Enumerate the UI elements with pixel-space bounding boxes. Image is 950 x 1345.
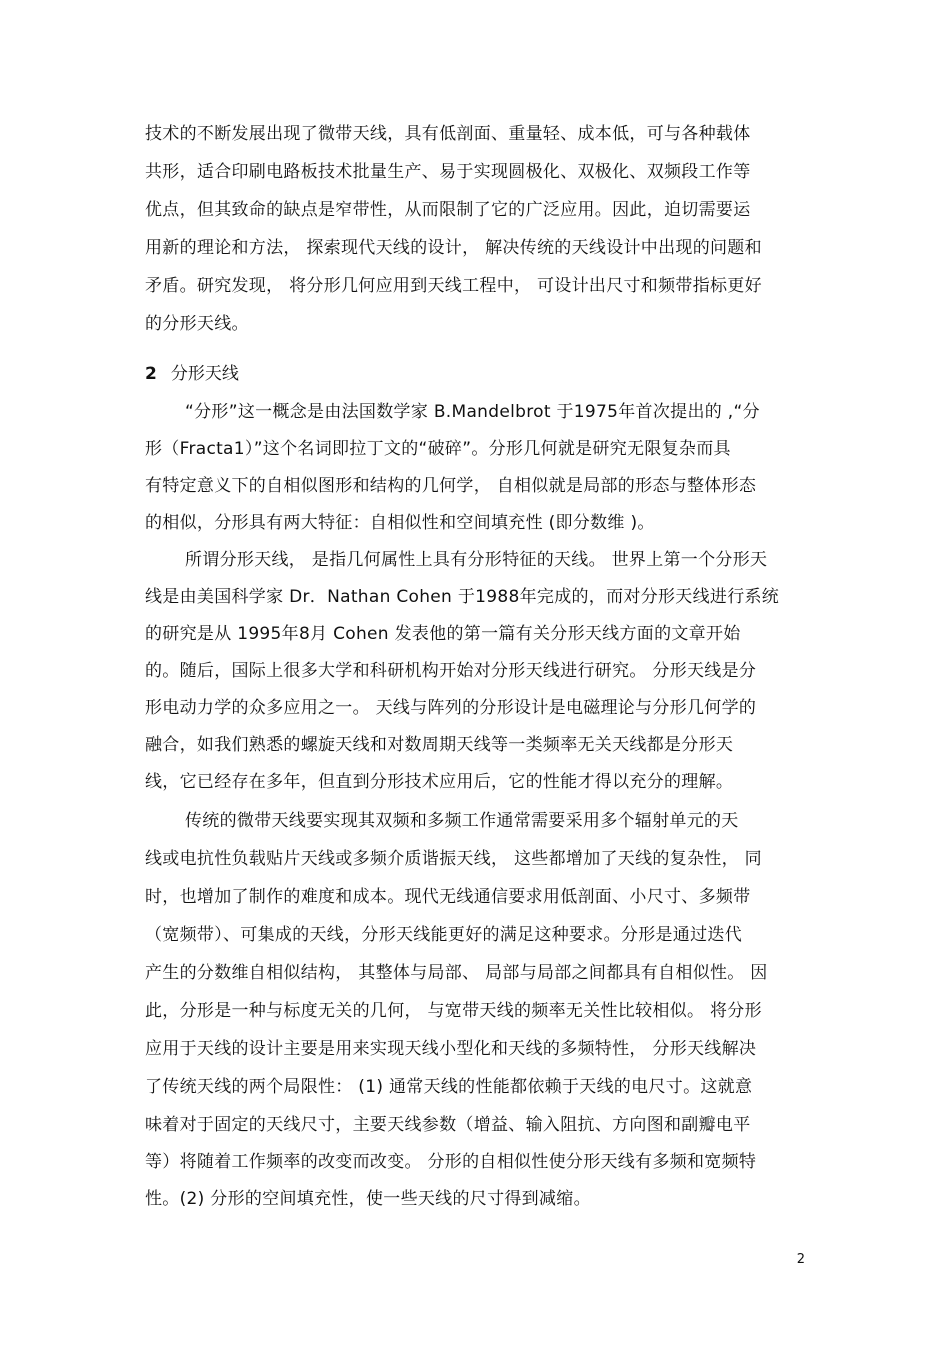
text-line: 融合，如我们熟悉的螺旋天线和对数周期天线等一类频率无关天线都是分形天 xyxy=(145,735,734,755)
text-line: 味着对于固定的天线尺寸，主要天线参数（增益、输入阻抗、方向图和副瓣电平 xyxy=(145,1115,751,1135)
section-number: 2 xyxy=(145,364,157,384)
text-line: 矛盾。研究发现， 将分形几何应用到天线工程中， 可设计出尺寸和频带指标更好 xyxy=(145,276,762,296)
text-line: 此，分形是一种与标度无关的几何， 与宽带天线的频率无关性比较相似。 将分形 xyxy=(145,1001,762,1021)
page-number: 2 xyxy=(796,1252,805,1267)
text-line: 时，也增加了制作的难度和成本。现代无线通信要求用低剖面、小尺寸、多频带 xyxy=(145,887,751,907)
text-line: 形（Fracta1）”这个名词即拉丁文的“破碎”。分形几何就是研究无限复杂而具 xyxy=(145,439,731,459)
text-line: 应用于天线的设计主要是用来实现天线小型化和天线的多频特性， 分形天线解决 xyxy=(145,1039,757,1059)
text-line: 的研究是从 1995年8月 Cohen 发表他的第一篇有关分形天线方面的文章开始 xyxy=(145,624,741,644)
text-line: 传统的微带天线要实现其双频和多频工作通常需要采用多个辐射单元的天 xyxy=(185,811,739,831)
text-line: 共形，适合印刷电路板技术批量生产、易于实现圆极化、双极化、双频段工作等 xyxy=(145,162,751,182)
text-line: 线或电抗性负载贴片天线或多频介质谐振天线， 这些都增加了天线的复杂性， 同 xyxy=(145,849,762,869)
text-line: 线，它已经存在多年，但直到分形技术应用后，它的性能才得以充分的理解。 xyxy=(145,772,734,792)
text-line: 优点，但其致命的缺点是窄带性，从而限制了它的广泛应用。因此，迫切需要运 xyxy=(145,200,751,220)
section-title: 分形天线 xyxy=(170,364,239,384)
text-line: 产生的分数维自相似结构， 其整体与局部、 局部与局部之间都具有自相似性。 因 xyxy=(145,963,768,983)
section-heading xyxy=(145,363,239,385)
text-line: 的分形天线。 xyxy=(145,314,249,334)
text-line: 形电动力学的众多应用之一。 天线与阵列的分形设计是电磁理论与分形几何学的 xyxy=(145,698,757,718)
text-line: 等）将随着工作频率的改变而改变。 分形的自相似性使分形天线有多频和宽频特 xyxy=(145,1152,757,1172)
text-line: 性。(2) 分形的空间填充性，使一些天线的尺寸得到减缩。 xyxy=(145,1189,591,1209)
text-line: 用新的理论和方法， 探索现代天线的设计， 解决传统的天线设计中出现的问题和 xyxy=(145,238,762,258)
text-line: （宽频带）、可集成的天线，分形天线能更好的满足这种要求。分形是通过迭代 xyxy=(145,925,742,945)
text-line: 技术的不断发展出现了微带天线，具有低剖面、重量轻、成本低，可与各种载体 xyxy=(145,124,751,144)
text-line: 了传统天线的两个局限性： (1) 通常天线的性能都依赖于天线的电尺寸。这就意 xyxy=(145,1077,753,1097)
text-line: “分形”这一概念是由法国数学家 B.Mandelbrot 于1975年首次提出的 ,“分 xyxy=(185,402,760,422)
text-line: 所谓分形天线， 是指几何属性上具有分形特征的天线。 世界上第一个分形天 xyxy=(185,550,768,570)
text-line: 线是由美国科学家 Dr．Nathan Cohen 于1988年完成的，而对分形天线进行系统 xyxy=(145,587,780,607)
text-line: 有特定意义下的自相似图形和结构的几何学， 自相似就是局部的形态与整体形态 xyxy=(145,476,757,496)
text-line: 的相似，分形具有两大特征：自相似性和空间填充性 (即分数维 )。 xyxy=(145,513,655,533)
text-line: 的。随后，国际上很多大学和科研机构开始对分形天线进行研究。 分形天线是分 xyxy=(145,661,757,681)
